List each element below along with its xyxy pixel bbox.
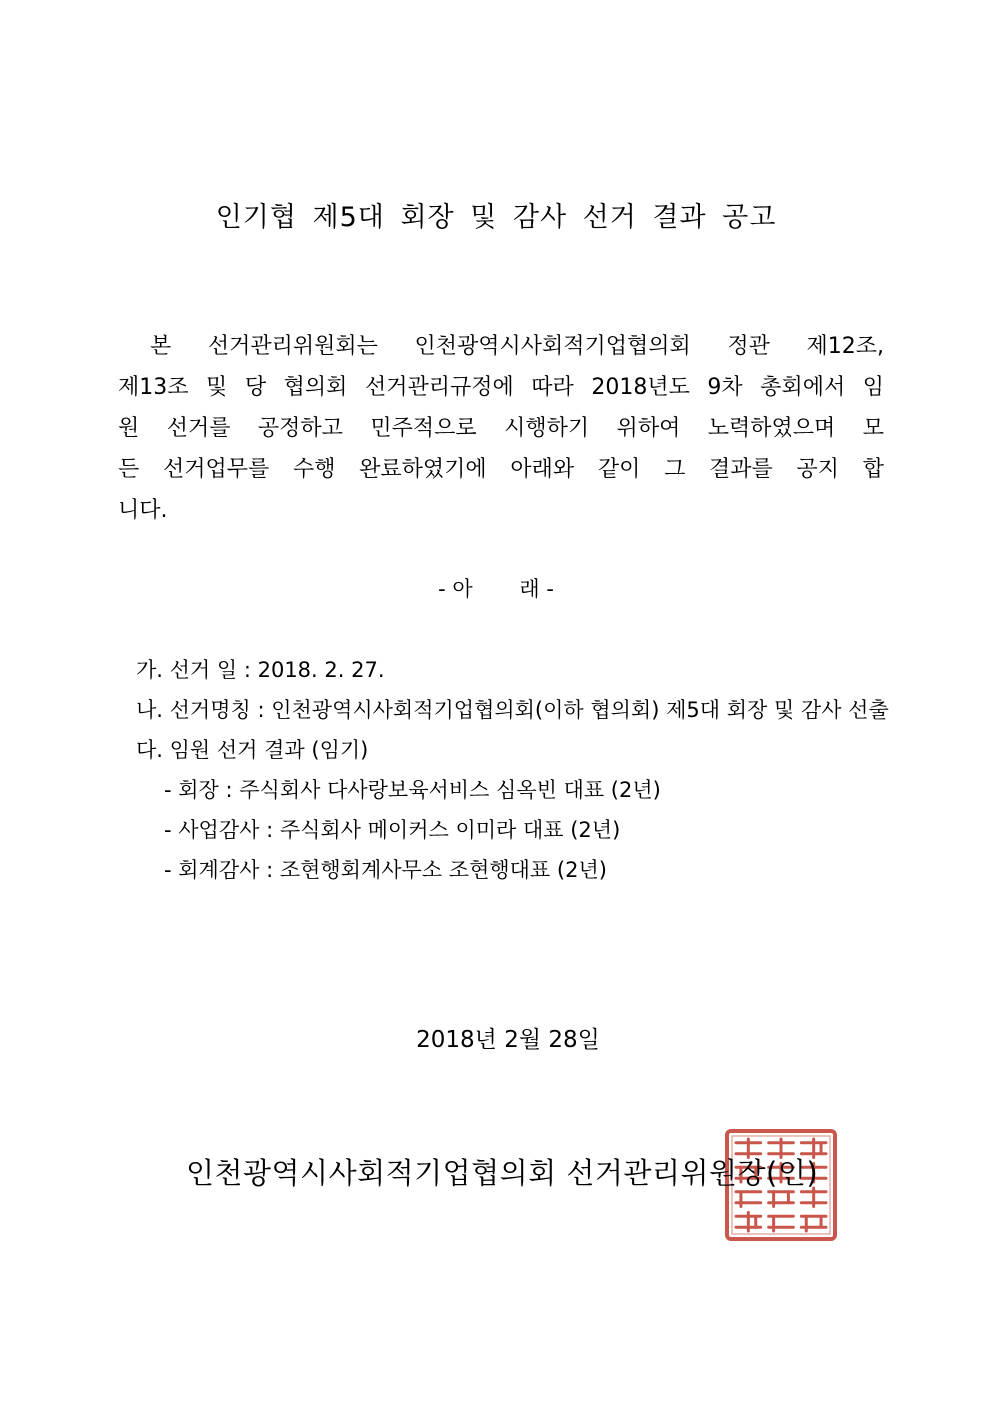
body-line: 원 선거를 공정하고 민주적으로 시행하기 위하여 노력하였으며 모 (118, 416, 884, 441)
signer-line: 인천광역시사회적기업협의회 선거관리위원장(인) (186, 1156, 819, 1190)
body-line: 든 선거업무를 수행 완료하였기에 아래와 같이 그 결과를 공지 합 (118, 457, 884, 482)
body-line: 제13조 및 당 협의회 선거관리규정에 따라 2018년도 9차 총회에서 임 (118, 375, 884, 400)
result-accounting-auditor: - 회계감사 : 조현행회계사무소 조현행대표 (2년) (164, 858, 607, 882)
notice-heading: - 아 래 - (438, 577, 554, 601)
item-election-date: 가. 선거 일 : 2018. 2. 27. (136, 658, 385, 682)
document-date: 2018년 2월 28일 (416, 1027, 600, 1053)
result-president: - 회장 : 주식회사 다사랑보육서비스 심옥빈 대표 (2년) (164, 778, 661, 802)
body-paragraph (118, 326, 884, 531)
body-line: 니다. (118, 498, 168, 523)
notice-items (136, 650, 896, 890)
result-business-auditor: - 사업감사 : 주식회사 메이커스 이미라 대표 (2년) (164, 818, 621, 842)
document-title: 인기협 제5대 회장 및 감사 선거 결과 공고 (215, 202, 777, 233)
item-election-name: 나. 선거명칭 : 인천광역시사회적기업협의회(이하 협의회) 제5대 회장 및 감사 선출 (136, 698, 889, 722)
item-election-results: 다. 임원 선거 결과 (임기) (136, 738, 369, 762)
body-line: 본 선거관리위원회는 인천광역시사회적기업협의회 정관 제12조, (150, 334, 884, 359)
